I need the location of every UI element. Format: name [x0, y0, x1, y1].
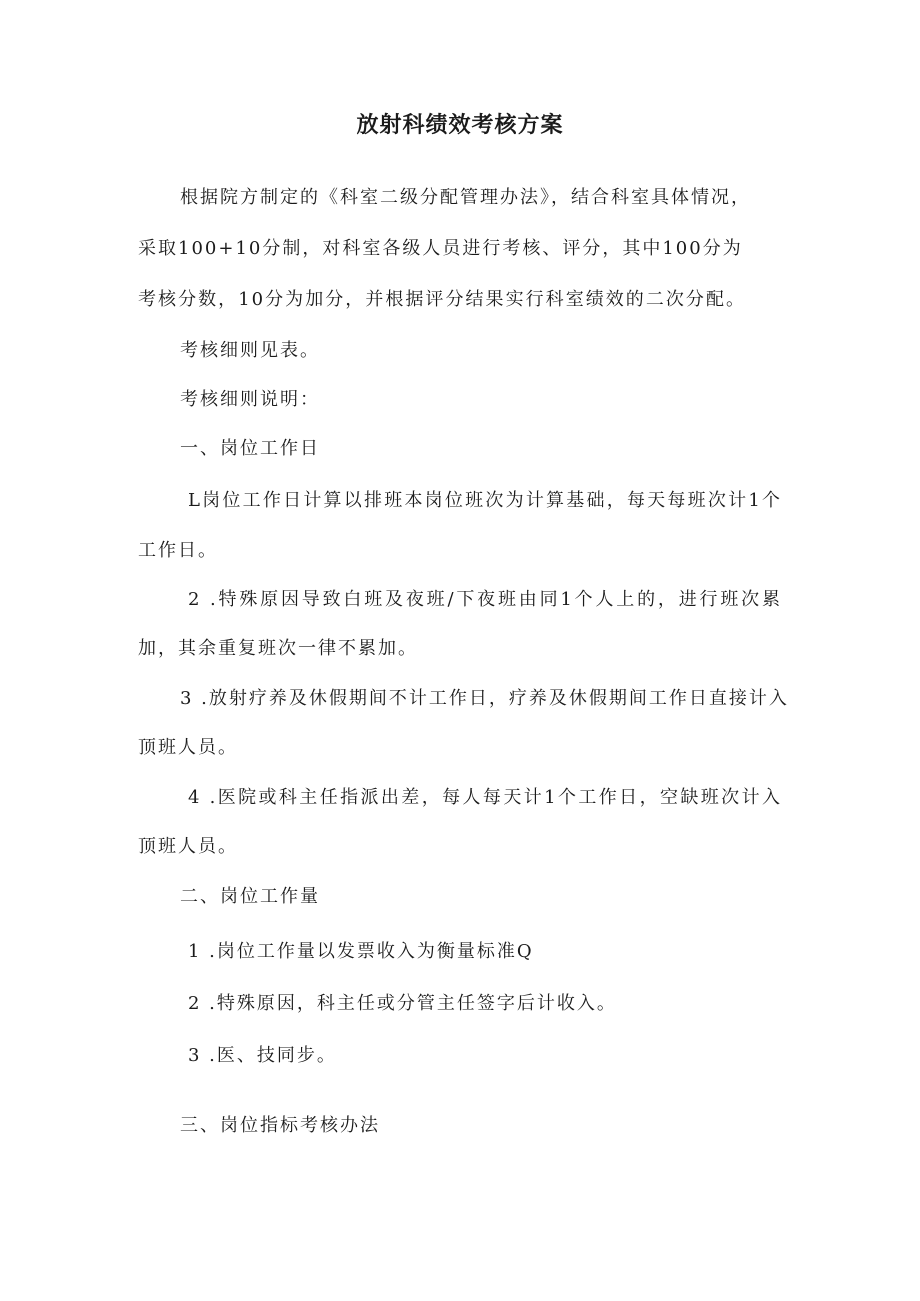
- section-2-item-1: 1 .岗位工作量以发票收入为衡量标准Q: [188, 941, 534, 962]
- document-title: 放射科绩效考核方案: [356, 113, 564, 138]
- section-1-item-1-line-2: 工作日。: [138, 540, 218, 561]
- section-1-item-3-line-1: 3 .放射疗养及休假期间不计工作日，疗养及休假期间工作日直接计入: [180, 688, 789, 709]
- section-1-item-2-line-2: 加，其余重复班次一律不累加。: [138, 638, 418, 659]
- detail-reference-text: 考核细则见表。: [180, 340, 320, 361]
- section-1-item-1-line-1: L岗位工作日计算以排班本岗位班次为计算基础，每天每班次计1个: [188, 490, 782, 511]
- intro-line-1: 根据院方制定的《科室二级分配管理办法》，结合科室具体情况，: [180, 187, 751, 208]
- detail-notes-heading: 考核细则说明：: [180, 389, 320, 410]
- section-1-item-4-line-1: 4 .医院或科主任指派出差，每人每天计1个工作日，空缺班次计入: [188, 787, 782, 808]
- section-2-item-2: 2 .特殊原因，科主任或分管主任签字后计收入。: [188, 993, 617, 1014]
- section-1-item-3-line-2: 顶班人员。: [138, 737, 238, 758]
- section-1-item-2-line-1: 2 .特殊原因导致白班及夜班/下夜班由同1个人上的，进行班次累: [188, 589, 782, 610]
- section-2-heading: 二、岗位工作量: [180, 886, 320, 907]
- section-2-item-3: 3 .医、技同步。: [188, 1045, 337, 1066]
- section-1-item-4-line-2: 顶班人员。: [138, 836, 238, 857]
- intro-line-3: 考核分数，10分为加分，并根据评分结果实行科室绩效的二次分配。: [138, 289, 746, 310]
- section-3-heading: 三、岗位指标考核办法: [180, 1115, 380, 1136]
- section-1-heading: 一、岗位工作日: [180, 438, 320, 459]
- intro-line-2: 采取100+10分制，对科室各级人员进行考核、评分，其中100分为: [138, 238, 743, 259]
